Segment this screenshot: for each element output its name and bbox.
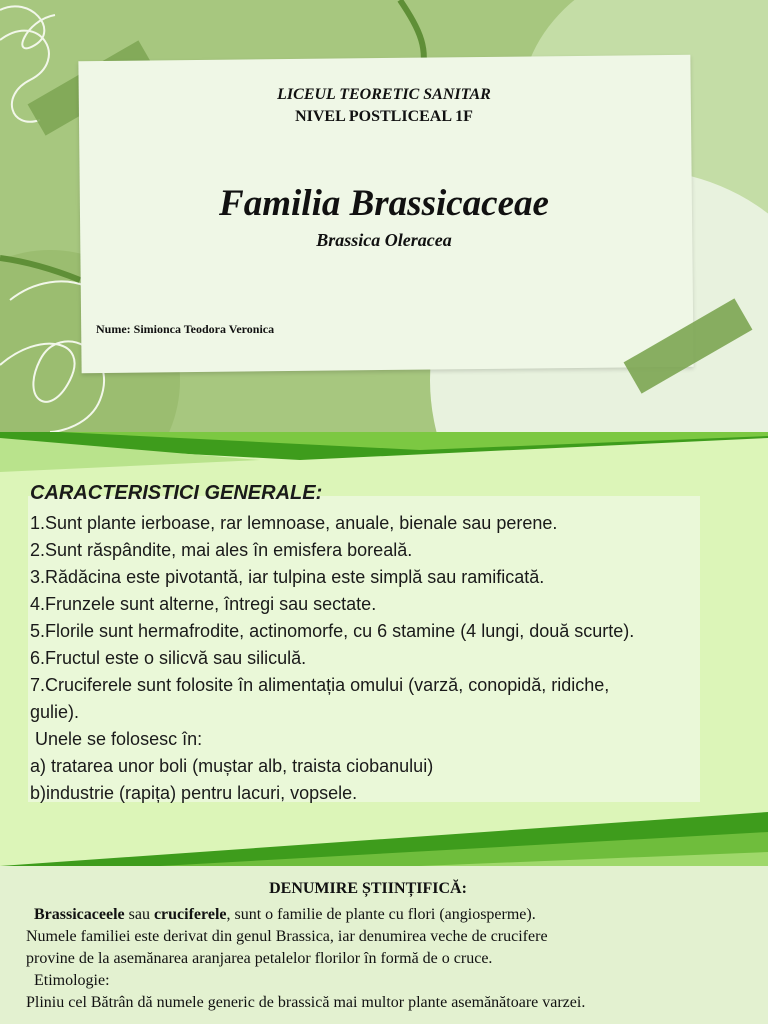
title-slide [0, 0, 768, 432]
paragraph-line: Pliniu cel Bătrân dă numele generic de brassică mai multor plante asemănătoare varzei. [26, 994, 586, 1011]
scientific-name-slide [0, 866, 768, 1024]
school-name: LICEUL TEORETIC SANITAR [277, 86, 491, 103]
section-heading: DENUMIRE ȘTIINȚIFICĂ: [269, 880, 467, 897]
class-level: NIVEL POSTLICEAL 1F [295, 108, 473, 125]
list-item: 7.Cruciferele sunt folosite în alimentația omului (varză, conopidă, ridiche, [30, 675, 610, 695]
intro-line [26, 904, 756, 926]
list-item: 2.Sunt răspândite, mai ales în emisfera boreală. [30, 540, 413, 560]
list-item: Unele se folosesc în: [30, 729, 203, 749]
term-bold: cruciferele [153, 906, 227, 923]
list-item: 1.Sunt plante ierboase, rar lemnoase, anuale, bienale sau perene. [30, 513, 558, 533]
list-item: b)industrie (rapița) pentru lacuri, vopsele. [30, 783, 358, 803]
section-heading: CARACTERISTICI GENERALE: [30, 482, 323, 504]
paragraph-line: provine de la asemănarea aranjarea petalelor florilor în formă de o cruce. [26, 950, 493, 967]
list-item: gulie). [30, 702, 80, 722]
slide-subtitle: Brassica Oleracea [316, 230, 452, 250]
paragraph-line: Numele familiei este derivat din genul Brassica, iar denumirea veche de crucifere [26, 928, 548, 945]
list-item: 3.Rădăcina este pivotantă, iar tulpina este simplă sau ramificată. [30, 567, 545, 587]
list-item: a) tratarea unor boli (muștar alb, traista ciobanului) [30, 756, 434, 776]
characteristics-slide [0, 432, 768, 866]
text-span: , sunt o familie de plante cu flori (angiosperme). [226, 906, 536, 923]
paragraph-line: Etimologie: [26, 972, 110, 989]
author-name: Nume: Simionca Teodora Veronica [96, 322, 275, 336]
list-item: 5.Florile sunt hermafrodite, actinomorfe, cu 6 stamine (4 lungi, două scurte). [30, 621, 635, 641]
slide-title: Familia Brassicaceae [219, 183, 549, 224]
term-bold: Brassicaceele [34, 906, 125, 923]
list-item: 6.Fructul este o silicvă sau siliculă. [30, 648, 307, 668]
characteristics-list [30, 510, 730, 807]
scientific-paragraph [26, 904, 756, 1014]
text-span: sau [124, 906, 154, 923]
list-item: 4.Frunzele sunt alterne, întregi sau sectate. [30, 594, 377, 614]
